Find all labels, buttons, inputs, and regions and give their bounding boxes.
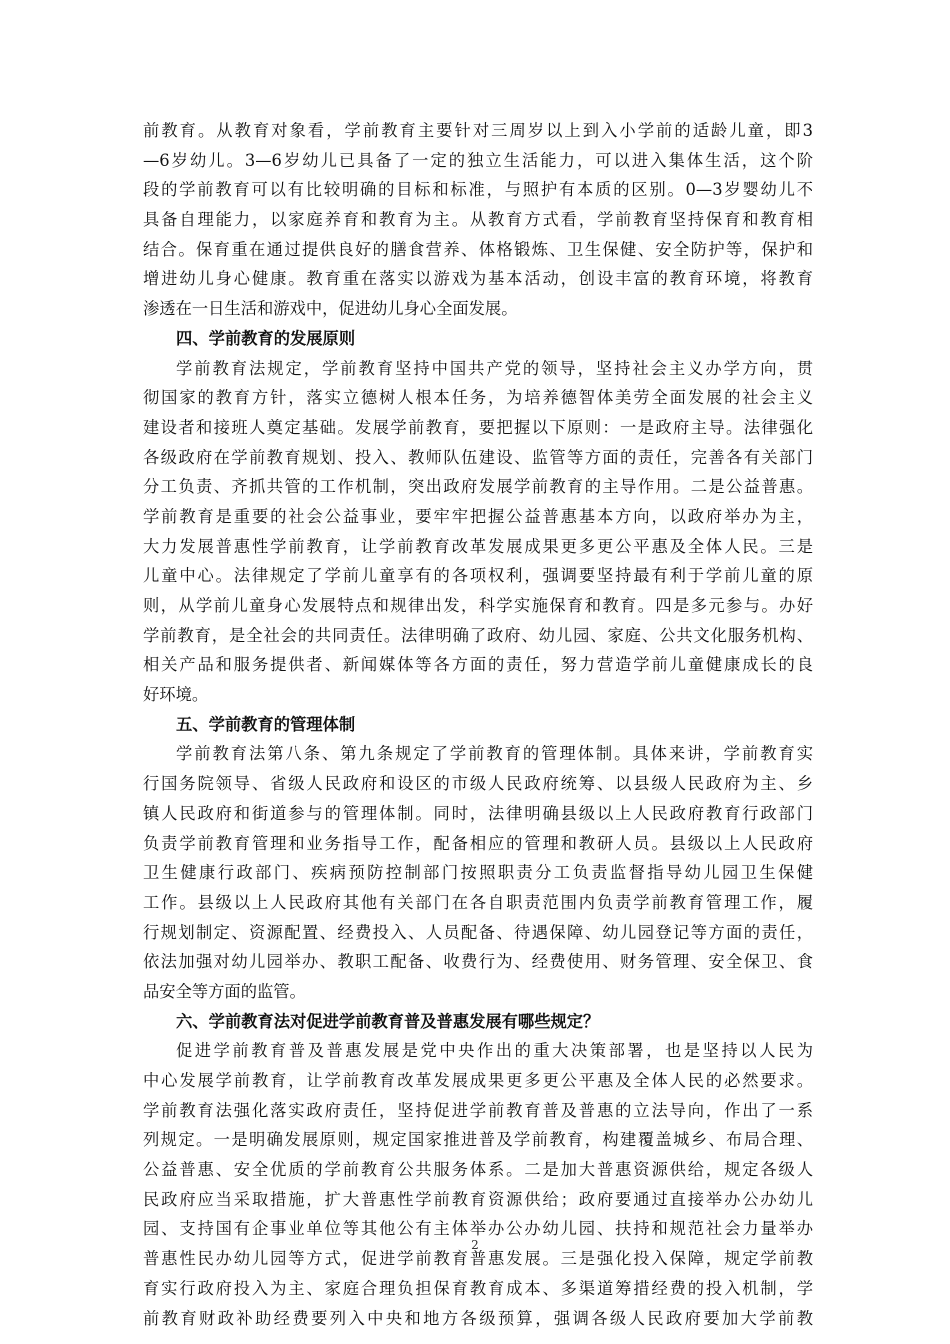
text-line: 园、支持国有企事业单位等其他公有主体举办公办幼儿园、扶持和规范社会力量举办 <box>143 1219 813 1239</box>
text-line: 促进学前教育普及普惠发展是党中央作出的重大决策部署，也是坚持以人民为 <box>176 1041 813 1061</box>
text-line: 列规定。一是明确发展原则，规定国家推进普及学前教育，构建覆盖城乡、布局合理、 <box>143 1130 813 1150</box>
text-line: 卫生健康行政部门、疾病预防控制部门按照职责分工负责监督指导幼儿园卫生保健 <box>143 863 813 883</box>
text-line: 彻国家的教育方针，落实立德树人根本任务，为培养德智体美劳全面发展的社会主义 <box>143 388 813 408</box>
text-line: 普惠性民办幼儿园等方式，促进学前教育普惠发展。三是强化投入保障，规定学前教 <box>143 1249 813 1269</box>
text-line: 分工负责、齐抓共管的工作机制，突出政府发展学前教育的主导作用。二是公益普惠。 <box>143 477 813 497</box>
text-line: 渗透在一日生活和游戏中，促进幼儿身心全面发展。 <box>143 299 518 319</box>
text-line: 学前教育法规定，学前教育坚持中国共产党的领导，坚持社会主义办学方向，贯 <box>176 358 813 378</box>
text-line: 大力发展普惠性学前教育，让学前教育改革发展成果更多更公平惠及全体人民。三是 <box>143 536 813 556</box>
text-line: 依法加强对幼儿园举办、教职工配备、收费行为、经费使用、财务管理、安全保卫、食 <box>143 952 813 972</box>
text-line: 具备自理能力，以家庭养育和教育为主。从教育方式看，学前教育坚持保育和教育相 <box>143 210 813 230</box>
text-line: 镇人民政府和街道参与的管理体制。同时，法律明确县级以上人民政府教育行政部门 <box>143 803 813 823</box>
section-heading: 四、学前教育的发展原则 <box>176 328 356 348</box>
text-line: 学前教育，是全社会的共同责任。法律明确了政府、幼儿园、家庭、公共文化服务机构、 <box>143 625 813 645</box>
text-line: 增进幼儿身心健康。教育重在落实以游戏为基本活动，创设丰富的教育环境，将教育 <box>143 269 813 289</box>
text-line: 学前教育是重要的社会公益事业，要牢牢把握公益普惠基本方向，以政府举办为主， <box>143 506 813 526</box>
text-line: 各级政府在学前教育规划、投入、教师队伍建设、监管等方面的责任，完善各有关部门 <box>143 447 813 467</box>
text-line: 公益普惠、安全优质的学前教育公共服务体系。二是加大普惠资源供给，规定各级人 <box>143 1160 813 1180</box>
text-line: 段的学前教育可以有比较明确的目标和标准，与照护有本质的区别。0—3岁婴幼儿不 <box>143 180 813 200</box>
text-line: 好环境。 <box>143 685 209 705</box>
text-line: 相关产品和服务提供者、新闻媒体等各方面的责任，努力营造学前儿童健康成长的良 <box>143 655 813 675</box>
text-line: 建设者和接班人奠定基础。发展学前教育，要把握以下原则：一是政府主导。法律强化 <box>143 417 813 437</box>
text-line: 行国务院领导、省级人民政府和设区的市级人民政府统筹、以县级人民政府为主、乡 <box>143 774 813 794</box>
section-heading: 六、学前教育法对促进学前教育普及普惠发展有哪些规定？ <box>176 1011 600 1031</box>
text-line: 负责学前教育管理和业务指导工作，配备相应的管理和教研人员。县级以上人民政府 <box>143 833 813 853</box>
text-line: —6岁幼儿。3—6岁幼儿已具备了一定的独立生活能力，可以进入集体生活，这个阶 <box>143 150 813 170</box>
text-line: 前教育。从教育对象看，学前教育主要针对三周岁以上到入小学前的适龄儿童，即3 <box>143 121 813 140</box>
section-heading: 五、学前教育的管理体制 <box>176 714 356 734</box>
page-number: 2 <box>471 1238 479 1252</box>
body-text <box>143 116 813 1333</box>
text-line: 育实行政府投入为主、家庭合理负担保育教育成本、多渠道筹措经费的投入机制，学 <box>143 1278 813 1298</box>
text-line: 则，从学前儿童身心发展特点和规律出发，科学实施保育和教育。四是多元参与。办好 <box>143 596 813 615</box>
text-line: 结合。保育重在通过提供良好的膳食营养、体格锻炼、卫生保健、安全防护等，保护和 <box>143 239 813 259</box>
text-line: 行规划制定、资源配置、经费投入、人员配备、待遇保障、幼儿园登记等方面的责任， <box>143 922 813 942</box>
text-line: 前教育财政补助经费要列入中央和地方各级预算，强调各级人民政府要加大学前教 <box>143 1308 813 1328</box>
text-line: 中心发展学前教育，让学前教育改革发展成果更多更公平惠及全体人民的必然要求。 <box>143 1071 813 1090</box>
text-line: 品安全等方面的监管。 <box>143 981 306 1001</box>
text-line: 学前教育法强化落实政府责任，坚持促进学前教育普及普惠的立法导向，作出了一系 <box>143 1100 813 1120</box>
text-line: 工作。县级以上人民政府其他有关部门在各自职责范围内负责学前教育管理工作，履 <box>143 892 813 912</box>
text-line: 学前教育法第八条、第九条规定了学前教育的管理体制。具体来讲，学前教育实 <box>176 744 813 764</box>
text-line: 民政府应当采取措施，扩大普惠性学前教育资源供给；政府要通过直接举办公办幼儿 <box>143 1189 813 1209</box>
text-line: 儿童中心。法律规定了学前儿童享有的各项权利，强调要坚持最有利于学前儿童的原 <box>143 566 813 586</box>
